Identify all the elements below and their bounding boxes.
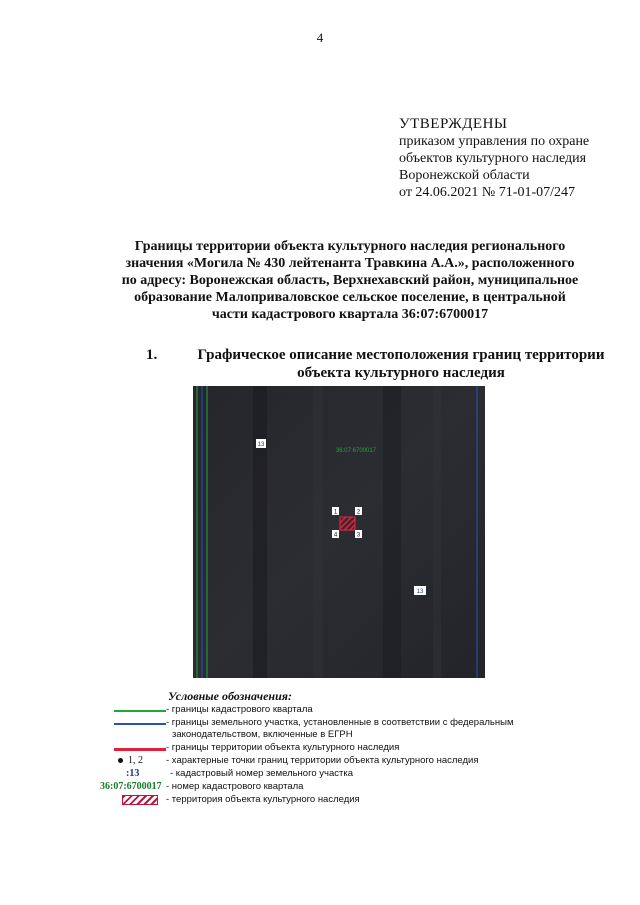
legend-text: законодательством, включенные в ЕГРН — [172, 729, 353, 740]
legend-row — [100, 742, 570, 756]
section-title-line: Графическое описание местоположения границ территории — [197, 347, 605, 363]
map-canvas — [193, 386, 485, 678]
legend-row — [100, 729, 570, 743]
document-title — [100, 238, 600, 323]
legend-text: - территория объекта культурного наследия — [166, 794, 360, 805]
legend-row — [100, 768, 570, 782]
quarter-code-symbol: 36:07:6700017 — [100, 781, 162, 792]
point-label-1: 1 — [333, 509, 338, 516]
legend-row — [100, 781, 570, 795]
legend-text: - границы земельного участка, установленные в соответствии с федеральным — [166, 717, 514, 728]
point-dot-icon — [118, 758, 123, 763]
legend-text: - номер кадастрового квартала — [166, 781, 304, 792]
section-number: 1. — [146, 347, 158, 363]
approval-line: приказом управления по охране — [399, 134, 590, 149]
legend-text: - кадастровый номер земельного участка — [170, 768, 354, 779]
parcel-code-symbol: :13 — [126, 768, 140, 779]
quarter-line-symbol — [114, 710, 166, 712]
object-line-symbol — [114, 748, 166, 751]
title-line: части кадастрового квартала 36:07:6700017 — [211, 307, 489, 322]
title-line: образование Малоприваловское сельское поселение, в центральной — [134, 290, 566, 305]
approval-block — [399, 116, 589, 201]
legend-text: - характерные точки границ территории объекта культурного наследия — [166, 755, 479, 766]
section-title-line: объекта культурного наследия — [297, 365, 505, 381]
cadastral-map — [193, 386, 485, 678]
point-label-4: 4 — [333, 532, 338, 539]
quarter-label: 36:07:6700017 — [335, 448, 377, 454]
legend-row — [100, 755, 570, 769]
section-heading — [130, 346, 610, 382]
title-line: значения «Могила № 430 лейтенанта Травкина А.А.», расположенного — [125, 256, 575, 271]
legend-text: - границы кадастрового квартала — [166, 704, 313, 715]
approval-heading: УТВЕРЖДЕНЫ — [399, 116, 508, 132]
heritage-area-hatch-symbol — [122, 795, 158, 805]
legend-text: - границы территории объекта культурного наследия — [166, 742, 400, 753]
parcel-line-symbol — [114, 723, 166, 725]
point-label-2: 2 — [356, 509, 361, 516]
approval-line: объектов культурного наследия — [399, 151, 587, 166]
title-line: Границы территории объекта культурного наследия регионального — [134, 239, 566, 254]
legend-title: Условные обозначения: — [168, 689, 292, 703]
approval-line: Воронежской области — [399, 168, 530, 183]
parcel-label-top: 13 — [257, 442, 265, 448]
points-symbol: 1, 2 — [128, 755, 143, 766]
heritage-object-area — [340, 517, 355, 530]
legend-row — [100, 704, 570, 718]
point-label-3: 3 — [356, 532, 361, 539]
parcel-label-bottom: 13 — [416, 589, 424, 595]
title-line: по адресу: Воронежская область, Верхнехавский район, муниципальное — [121, 273, 579, 288]
approval-date: от 24.06.2021 № 71-01-07/247 — [399, 185, 576, 200]
legend-row — [100, 794, 570, 808]
page-number: 4 — [316, 30, 324, 45]
